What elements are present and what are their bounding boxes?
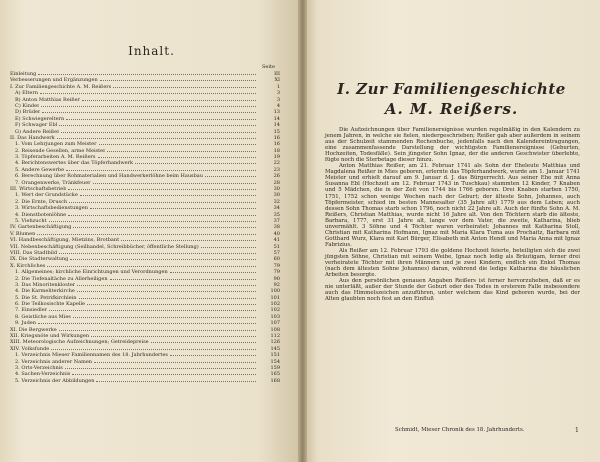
toc-entry-page: 18 <box>273 147 280 154</box>
chapter-title: I. Zur Familiengeschichte <box>337 80 566 98</box>
toc-entry-page: 13 <box>273 109 280 116</box>
toc-entry-label: 6. Die Teilkosischte Kapelle <box>15 301 86 308</box>
toc-leader-dots <box>91 336 256 337</box>
toc-leader-dots <box>82 100 256 101</box>
toc-entry-page: 16 <box>273 134 280 141</box>
toc-leader-dots <box>170 355 256 356</box>
toc-entry-page: 41 <box>273 237 280 244</box>
toc-leader-dots <box>99 144 256 145</box>
toc-leader-dots <box>49 221 256 222</box>
toc-entry-label: 1. Allgemeines; kirchliche Einrichtungen und Verordnungen <box>15 269 168 276</box>
toc-entry-page: 14 <box>273 122 280 129</box>
toc-leader-dots <box>80 195 256 196</box>
toc-entry-page: 79 <box>273 269 280 276</box>
toc-title: Inhalt. <box>128 44 175 58</box>
toc-leader-dots <box>135 163 256 164</box>
toc-entry-label: XIII. Meteorologische Aufzeichnungen; Getreidepreise <box>10 339 149 346</box>
toc-entry-label: Einleitung <box>10 71 37 77</box>
toc-leader-dots <box>51 349 256 350</box>
toc-entry-label: VIII. Das Stadtbild <box>10 249 58 256</box>
toc-entry-label: I. Zur Familiengeschichte A. M. Reißers <box>10 83 112 90</box>
toc-entry-label: 1. Vom Lehrjungen zum Meister <box>15 141 97 148</box>
toc-page-column-header: Seite <box>262 64 275 70</box>
toc-entry-label: X. Kirchliches <box>10 262 46 269</box>
toc-leader-dots <box>110 279 256 280</box>
toc-entry-label: 2. Die Tiefenaltäche zu Allerheiligen <box>15 275 108 282</box>
toc-entry-page: 35 <box>273 211 280 218</box>
toc-entry-label: 4. Berichtenswertes über das Töpferhandwerk <box>15 160 134 167</box>
toc-entry-page: 90 <box>273 275 280 282</box>
toc-entry-page: 22 <box>273 160 280 167</box>
toc-entry-page: 60 <box>273 256 280 263</box>
toc-entry-label: IX. Die Stadterwaltung <box>10 256 69 263</box>
toc-leader-dots <box>100 80 256 81</box>
toc-entry-page: 112 <box>270 333 280 340</box>
toc-entry-page: 30 <box>273 192 280 199</box>
page-footer: Schmidt, Mieser Chronik des 18. Jahrhunderts. <box>395 427 525 433</box>
toc-entry-label: E) Schwiegereltern <box>15 115 65 122</box>
toc-leader-dots <box>93 183 256 184</box>
toc-entry-page: 159 <box>270 364 280 371</box>
toc-entry-page: 101 <box>270 294 280 301</box>
toc-entry-label: 2. Die Ernte, Drusch <box>15 198 68 205</box>
toc-leader-dots <box>73 227 256 228</box>
toc-leader-dots <box>87 304 256 305</box>
toc-entry-label: 5. Die St. Petrifkirchlein <box>15 294 77 301</box>
toc-entry-label: IV. Gartenbeschäftigung <box>10 224 72 231</box>
toc-leader-dots <box>38 323 256 324</box>
toc-leader-dots <box>42 112 256 113</box>
toc-entry-page: 103 <box>270 313 280 320</box>
toc-entry-page: 38 <box>273 224 280 231</box>
toc-leader-dots <box>61 132 256 133</box>
toc-entry-page: 145 <box>270 345 280 352</box>
toc-entry-page: XI <box>274 77 280 84</box>
toc-entry-page: 32 <box>273 198 280 205</box>
toc-leader-dots <box>79 298 256 299</box>
toc-leader-dots <box>40 93 256 94</box>
toc-leader-dots <box>47 266 256 267</box>
toc-entry-page: 126 <box>270 339 280 346</box>
toc-leader-dots <box>57 138 256 139</box>
toc-entry-label: 4. Dienstbotenlöhne <box>15 211 67 218</box>
toc-entry-label: 1. Verzeichnis Mieser Familiennamen des 18. Jahrhundertes <box>15 352 168 359</box>
toc-entry-page: 37 <box>273 217 280 224</box>
toc-leader-dots <box>69 202 256 203</box>
toc-entry-page: 102 <box>270 301 280 308</box>
toc-entry-label: 3. Wirtschaftsbedienstungen <box>15 205 88 212</box>
toc-entry-label: Verbesserungen und Ergänzungen <box>10 77 98 84</box>
toc-entry-page: 28 <box>273 179 280 186</box>
toc-entry-label: G) Andere Reißer <box>15 128 60 135</box>
toc-entry-page: 30 <box>273 186 280 193</box>
toc-leader-dots <box>59 125 256 126</box>
toc-entry <box>10 378 280 384</box>
toc-leader-dots <box>38 74 256 75</box>
right-page <box>303 0 600 462</box>
toc-leader-dots <box>107 151 256 152</box>
toc-leader-dots <box>201 247 256 248</box>
toc-leader-dots <box>41 106 256 107</box>
toc-entry-page: 4 <box>276 102 280 109</box>
toc-entry-label: 5. Andere Gewerbe <box>15 166 65 173</box>
toc-entry-page: 3 <box>276 96 280 103</box>
toc-entry-page: 168 <box>270 377 280 384</box>
toc-leader-dots <box>94 362 256 363</box>
toc-entry-label: III. Wirtschaftsbetrieb <box>10 186 67 193</box>
toc-entry-label: C) Kinder <box>15 102 40 109</box>
toc-entry-label: B) Anton Matthias Reißer <box>15 96 80 103</box>
paragraph: Anton Matthias Reißer, am 21. Februar 1741 als Sohn der Eheleute Matthias und Magdalena Reißer in Mies geboren, erlernte das Töpferhandwerk, wurde am 1. Januar 1741 Meister und erhielt darauf am 9. Januar d. J. das Bürgerrecht. Aus seiner Ehe mit Anna Susanna Ebl (Hochzeit am 12. Februar 1743 in Tuschkau) stammten 12 Kinder, 7 Knaben und 5 Mädchen, die in der Zeit von 1744 bis 1766 geboren. Drei Knaben starben 1750, 1751, 1752 schon wenige Wochen nach der Geburt; der älteste Sohn, Johannes, auch Töpfermeister, schied im besten Mannesalter (35 Jahre alt) 1779 aus dem Leben; auch dessen Sohn Thomas starb schon 1796, noch nicht 22 Jahre alt. Auch der fünfte Sohn A. M. Reißers, Christian Matthias, wurde nicht 16 Jahre alt. Von den Töchtern starb die älteste, Barbara, 1777, erst 31 Jahre alt, lange vor dem Vater, die zweite, Katharina, blieb unvermählt. 3 Söhne und 4 Töchter waren verheiratet: Johannes mit Katharina Stoll, Christian mit Katharina Hofmann, Ignaz mit Maria Klara Tuma aus Prochaitz, Barbara mit Gotthard Wurz, Klara mit Karl Bürger, Elisabeth mit Anton Hendl und Maria Anna mit Ignaz Fabrizius. <box>325 163 580 248</box>
toc-entry-label: XII. Kriegsnöte und Wirkungen <box>10 333 90 340</box>
toc-entry-page: 57 <box>273 249 280 256</box>
toc-entry-label: VII. Nebenbeschäftigung (Seilhandel, Schreibbücher, öffentliche Stellung) <box>10 243 199 250</box>
toc-leader-dots <box>170 272 256 273</box>
toc-entry-page: 92 <box>273 281 280 288</box>
book-gutter <box>298 0 307 462</box>
toc-entry-label: 5. Viehzucht <box>15 217 47 224</box>
toc-leader-dots <box>72 374 256 375</box>
toc-entry-page: 1 <box>276 83 280 90</box>
toc-entry-label: 3. Das Minoritenkloster <box>15 281 76 288</box>
toc-leader-dots <box>96 381 256 382</box>
toc-entry-label: V. Blumen <box>10 230 36 237</box>
toc-entry-page: 100 <box>270 288 280 295</box>
toc-entry-label: 4. Sachen-Verzeichnis <box>15 371 71 378</box>
toc-entry-label: 2. Verzeichnis anderer Namen <box>15 358 93 365</box>
toc-entry-label: XI. Die Bergwerke <box>10 326 57 333</box>
toc-entry-page: 154 <box>270 358 280 365</box>
table-of-contents <box>10 71 280 384</box>
toc-leader-dots <box>205 176 256 177</box>
toc-entry-page: 19 <box>273 154 280 161</box>
page-number: 1 <box>575 427 579 434</box>
toc-entry-page: III <box>274 71 280 77</box>
paragraph: Aus den persönlichen genauen Angaben Reißers ist ferner hervorzuheben, daß er es nie unterläßt, außer der Stunde der Geburt oder des Todes in ersterem Falle insbesondere auch das Himmelszeichen anzuführen, unter welchem das Kind geboren wurde, bei der Alten glaubten noch fest an den Einfluß <box>325 278 580 303</box>
toc-leader-dots <box>49 310 256 311</box>
toc-entry-page: 108 <box>270 326 280 333</box>
toc-entry-label: A) Eltern <box>15 90 38 97</box>
toc-entry-page: 34 <box>273 205 280 212</box>
toc-entry-label: 9. Juden <box>15 320 36 327</box>
toc-leader-dots <box>121 240 256 241</box>
toc-leader-dots <box>66 170 256 171</box>
toc-leader-dots <box>77 291 256 292</box>
toc-leader-dots <box>73 317 256 318</box>
toc-entry-label: 7. Einsiedler <box>15 307 48 314</box>
toc-entry-label: 1. Wert der Grundstücke <box>15 192 78 199</box>
toc-entry-page: 165 <box>270 371 280 378</box>
toc-entry-label: 6. Berechnung über Rohmaterialien und Handwerkerlöhne beim Hausbau <box>15 173 204 180</box>
toc-entry-page: 16 <box>273 141 280 148</box>
paragraph: Die Aufzeichnungen über Familienereignisse wurden regelmäßig in den Kalendern zu jenem Jahren, in welche sie fielen, niedergeschrieben; Reißer gab aber außerdem in seinem aus der Schulzeit stammenden Rechenbuche, jedenfalls nach den Kalendereintragungen, eine zusammenfassende Darstellung der wichtigsten Familienereignisse (Geburten, Hochzeiten, Todesfälle). Sein jüngster Sohn Ignaz, der die anderen Geschwister überlebte, fügte noch die Sterbetage dieser hinzu. <box>325 127 580 164</box>
toc-entry-page: 107 <box>270 320 280 327</box>
toc-entry-page: 151 <box>270 352 280 359</box>
toc-entry-label: 7. Orangenwerke, Tränkfeuer <box>15 179 91 186</box>
toc-entry-label: D) Brüder <box>15 109 41 116</box>
toc-leader-dots <box>37 234 256 235</box>
toc-leader-dots <box>66 119 256 120</box>
toc-leader-dots <box>70 259 256 260</box>
toc-entry-page: 102 <box>270 307 280 314</box>
toc-leader-dots <box>59 330 256 331</box>
toc-entry-page: 51 <box>273 243 280 250</box>
toc-entry-label: II. Das Handwerk <box>10 134 55 141</box>
toc-leader-dots <box>65 368 256 369</box>
toc-entry-label: 2. Reisende Gesellen, arme Meister <box>15 147 106 154</box>
toc-entry-page: 40 <box>273 230 280 237</box>
toc-entry-page: 26 <box>273 173 280 180</box>
paragraph: Als Reißer am 12. Februar 1793 die goldene Hochzeit feierte, beteiligten sich die zwei jüngsten Söhne, Christian mit seinem Weibe, Ignaz noch ledig als Bräutigam, ferner drei verheiratete Töchter mit ihren Männern und je zwei Kindern, endlich ein Enkel Thomas (nach dem ältesten Sohne Johannes) daran, während die ledige Katharina die häuslichen Arbeiten besorgte. <box>325 247 580 279</box>
toc-entry-label: 3. Töpferarbeiten A. M. Reißers <box>15 154 96 161</box>
toc-entry-page: 79 <box>273 262 280 269</box>
toc-leader-dots <box>59 253 256 254</box>
toc-entry-page: 15 <box>273 128 280 135</box>
toc-leader-dots <box>98 157 256 158</box>
toc-leader-dots <box>68 189 256 190</box>
toc-leader-dots <box>77 285 256 286</box>
chapter-subtitle: A. M. Reißers. <box>384 100 519 118</box>
toc-leader-dots <box>68 215 256 216</box>
toc-entry-label: 4. Die Karmeliterkirche <box>15 288 75 295</box>
toc-entry-page: 3 <box>276 90 280 97</box>
toc-entry-label: F) Schwager Ebl <box>15 122 58 129</box>
toc-leader-dots <box>113 87 256 88</box>
toc-entry-label: 8. Geistliche aus Mies <box>15 313 71 320</box>
toc-entry-page: 23 <box>273 166 280 173</box>
toc-entry-page: 14 <box>273 115 280 122</box>
toc-entry-label: 5. Verzeichnis der Abbildungen <box>15 377 95 384</box>
toc-leader-dots <box>151 342 256 343</box>
toc-leader-dots <box>90 208 256 209</box>
toc-entry-label: XIV. Volksfunde <box>10 345 50 352</box>
body-text <box>325 127 580 302</box>
toc-entry-label: 3. Orts-Verzeichnis <box>15 364 63 371</box>
toc-entry-label: VI. Handbeschäftigung, Mietzins, Brotbant <box>10 237 120 244</box>
